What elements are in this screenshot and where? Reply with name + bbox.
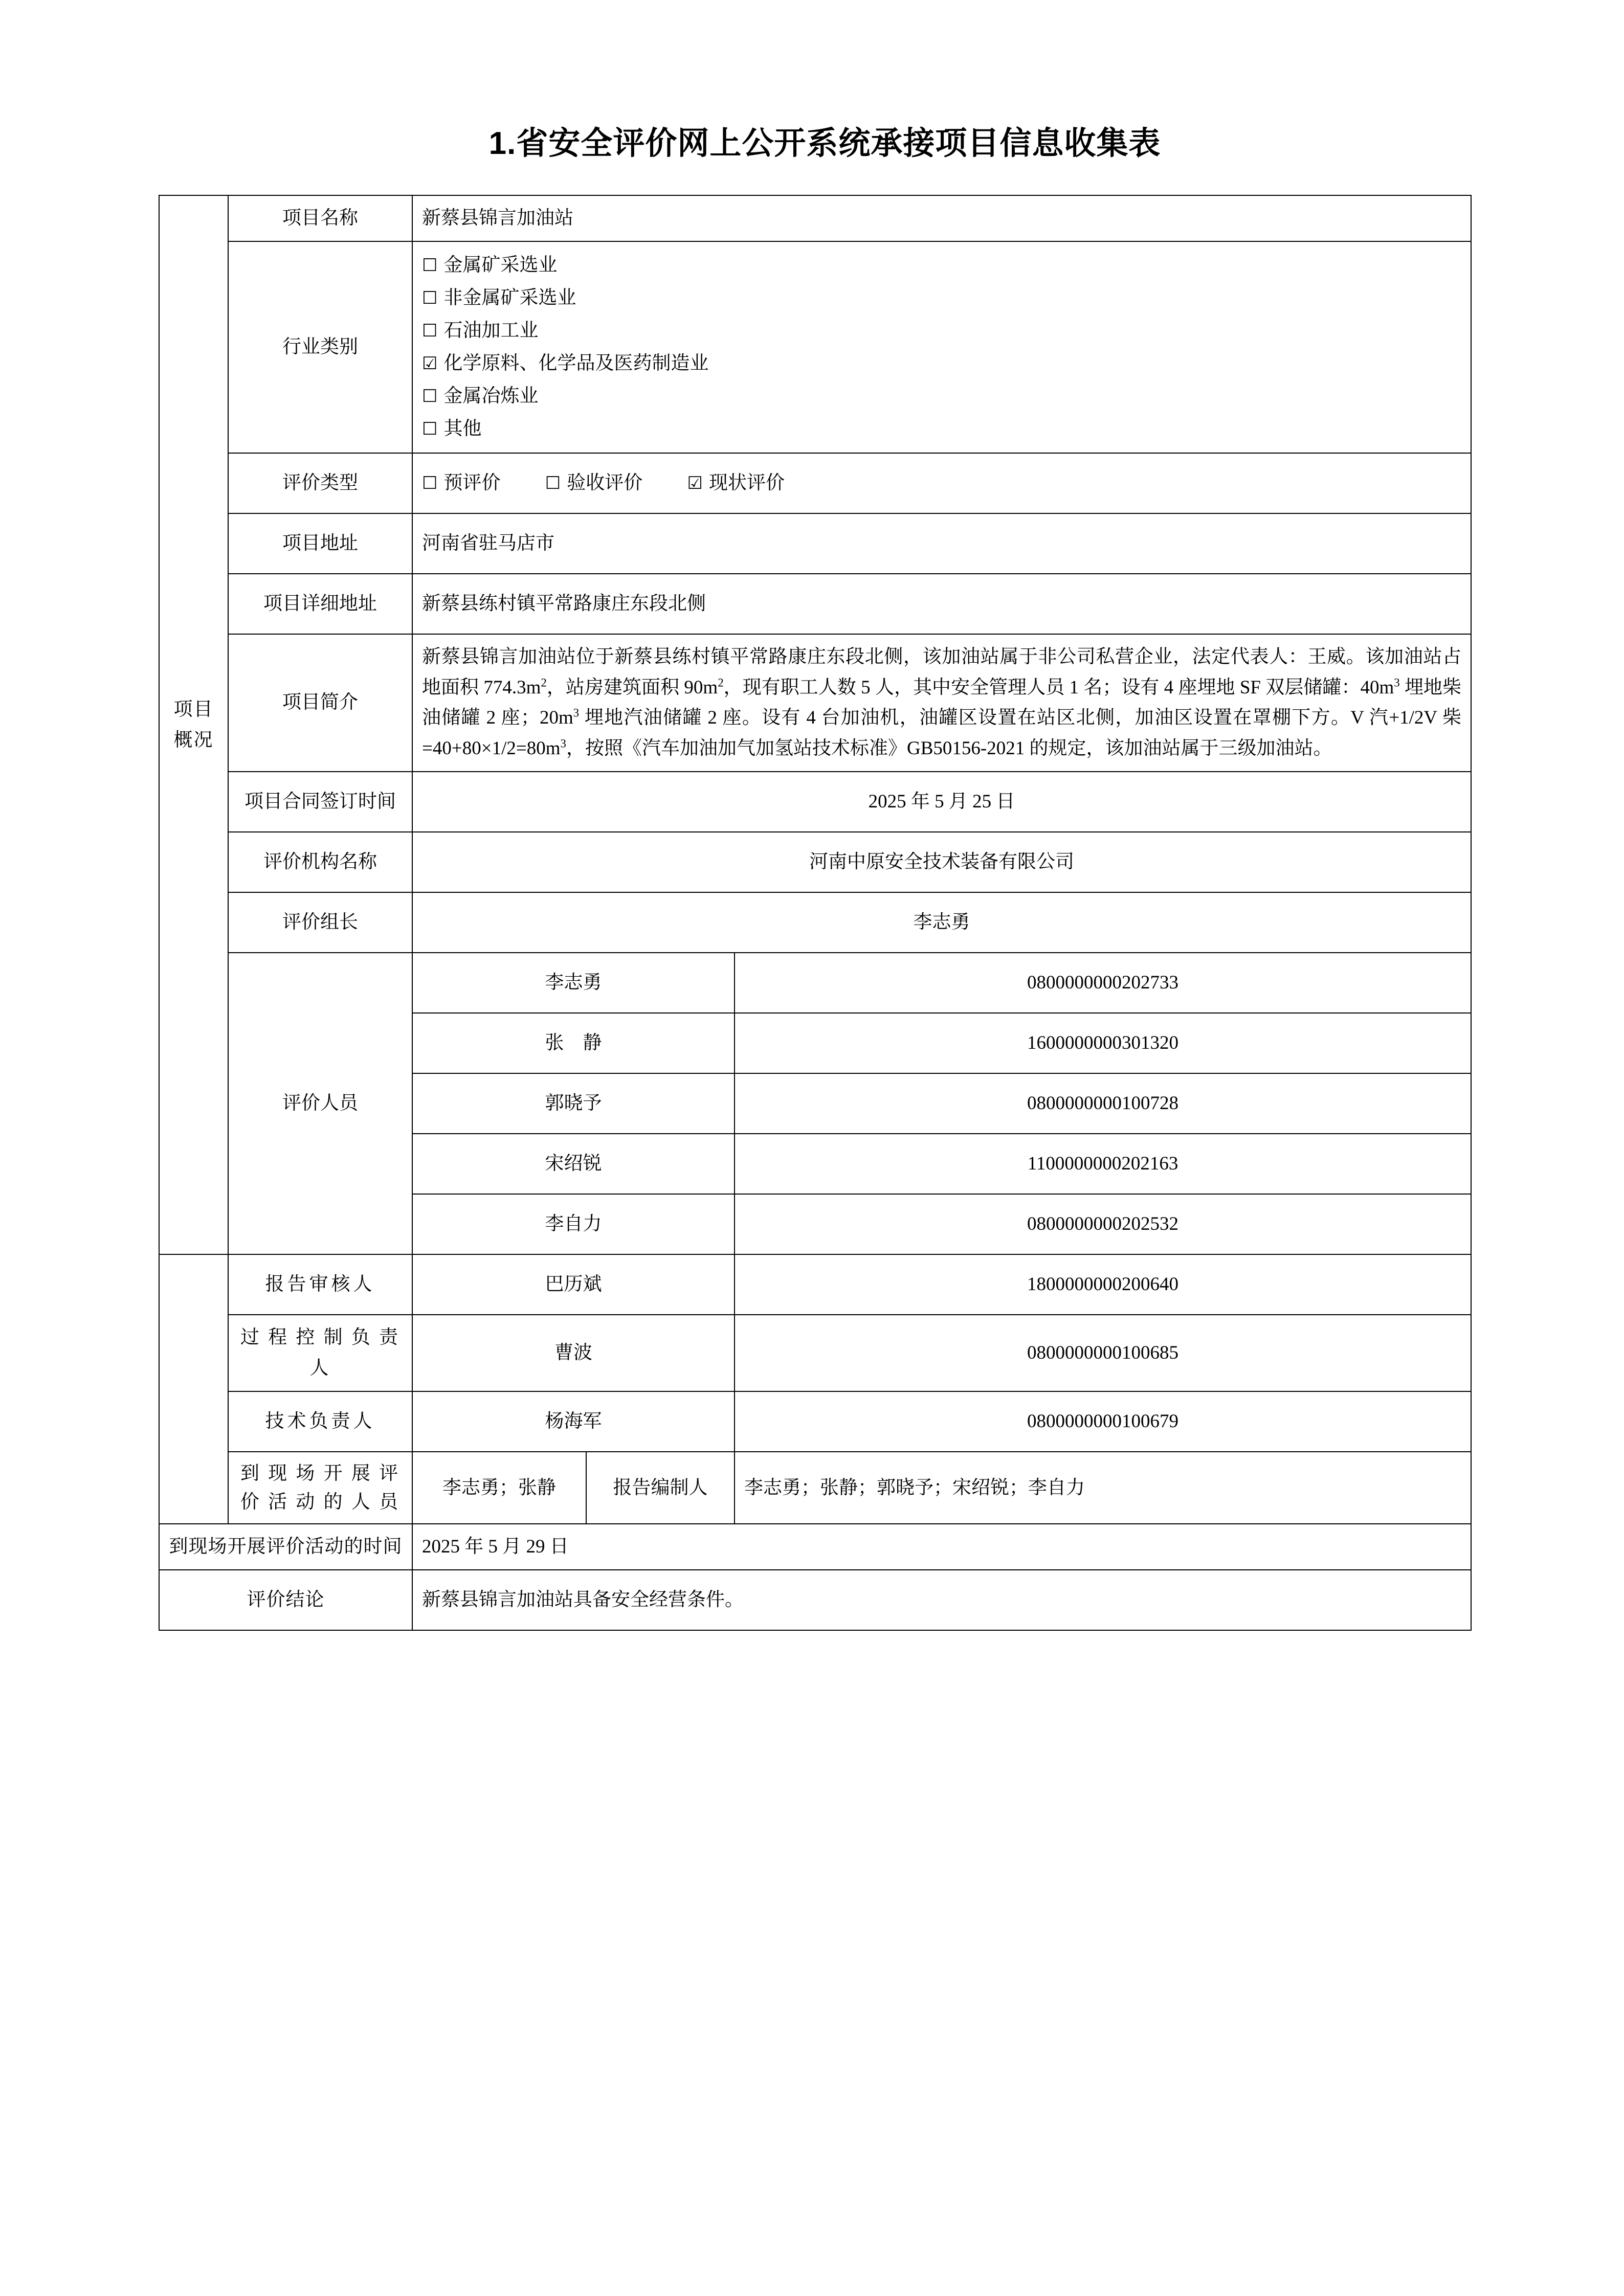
staff-cert: 0800000000202733 xyxy=(735,953,1471,1013)
table-row xyxy=(159,1452,1471,1524)
industry-option-label: 金属矿采选业 xyxy=(443,254,558,276)
value-contract-date: 2025 年 5 月 25 日 xyxy=(412,772,1471,832)
staff-name: 张 静 xyxy=(412,1013,735,1073)
eval-type-option-label: 现状评价 xyxy=(708,472,785,493)
table-row xyxy=(159,892,1471,953)
industry-option-label: 其他 xyxy=(443,418,482,439)
label-agency-name: 评价机构名称 xyxy=(228,832,412,892)
eval-type-option-2[interactable] xyxy=(687,468,784,499)
label-team-leader: 评价组长 xyxy=(228,892,412,953)
table-row xyxy=(159,1570,1471,1630)
industry-option-label: 金属冶炼业 xyxy=(443,385,539,407)
label-technical-lead: 技术负责人 xyxy=(228,1391,412,1452)
reviewer-name: 巴历斌 xyxy=(412,1254,735,1315)
label-project-name: 项目名称 xyxy=(228,195,412,241)
table-row xyxy=(159,1524,1471,1570)
value-report-author: 李志勇；张静；郭晓予；宋绍锐；李自力 xyxy=(735,1452,1471,1524)
checkbox-icon[interactable]: ☐ xyxy=(422,386,438,407)
value-project-name: 新蔡县锦言加油站 xyxy=(412,195,1471,241)
label-project-detail-address: 项目详细地址 xyxy=(228,574,412,634)
label-conclusion: 评价结论 xyxy=(159,1570,412,1630)
table-row xyxy=(159,453,1471,513)
section-label-project-overview: 项目概况 xyxy=(159,195,228,1254)
technical-lead-name: 杨海军 xyxy=(412,1391,735,1452)
industry-option-5[interactable] xyxy=(422,413,1461,445)
table-row xyxy=(159,1391,1471,1452)
checkbox-icon[interactable]: ☐ xyxy=(545,472,561,493)
label-project-address: 项目地址 xyxy=(228,513,412,574)
table-row xyxy=(159,1315,1471,1391)
label-contract-date: 项目合同签订时间 xyxy=(228,772,412,832)
process-control-name: 曹波 xyxy=(412,1315,735,1391)
technical-lead-cert: 0800000000100679 xyxy=(735,1391,1471,1452)
label-onsite-staff: 到 现 场 开 展 评 价 活 动 的 人 员 xyxy=(228,1452,412,1524)
industry-option-3[interactable] xyxy=(422,347,1461,380)
staff-cert: 0800000000202532 xyxy=(735,1194,1471,1254)
value-onsite-time: 2025 年 5 月 29 日 xyxy=(412,1524,1471,1570)
checkbox-checked-icon[interactable]: ☑ xyxy=(422,353,438,374)
industry-option-4[interactable] xyxy=(422,380,1461,413)
table-row xyxy=(159,574,1471,634)
eval-type-option-1[interactable] xyxy=(545,468,642,499)
staff-name: 李志勇 xyxy=(412,953,735,1013)
label-report-author: 报告编制人 xyxy=(586,1452,735,1524)
checkbox-icon[interactable]: ☐ xyxy=(422,320,438,341)
industry-option-label: 石油加工业 xyxy=(443,320,539,341)
checkbox-icon[interactable]: ☐ xyxy=(422,255,438,276)
eval-type-option-label: 验收评价 xyxy=(567,472,643,493)
industry-option-label: 化学原料、化学品及医药制造业 xyxy=(443,352,709,374)
process-control-cert: 0800000000100685 xyxy=(735,1315,1471,1391)
industry-option-0[interactable] xyxy=(422,249,1461,282)
checkbox-icon[interactable]: ☐ xyxy=(422,287,438,308)
value-project-intro: 新蔡县锦言加油站位于新蔡县练村镇平常路康庄东段北侧，该加油站属于非公司私营企业，法定代表人：王威。该加油站占地面积 $774.3m^2$，站房建筑面积 $90m^2$，现有职工人数 5 人，其中安全管理人员 1 名；设有 4 座埋地 SF 双层储罐：$40m^3$ 埋地柴油储罐 2 座；$20m^3$ 埋地汽油储罐 2 座。设有 4 台加油机，油罐区设置在站区北侧，加油区设置在罩棚下方。V 汽+1/2V 柴$=40+80\times 1/2=80m^3$，按照《汽车加油加气加氢站技术标准》GB50156-2021 的规定，该加油站属于三级加油站。 xyxy=(412,634,1471,772)
table-row xyxy=(159,513,1471,574)
industry-option-2[interactable] xyxy=(422,314,1461,347)
table-row xyxy=(159,195,1471,241)
label-evaluation-type: 评价类型 xyxy=(228,453,412,513)
value-project-detail-address: 新蔡县练村镇平常路康庄东段北侧 xyxy=(412,574,1471,634)
value-team-leader: 李志勇 xyxy=(412,892,1471,953)
table-row xyxy=(159,832,1471,892)
table-row xyxy=(159,1254,1471,1315)
label-project-intro: 项目简介 xyxy=(228,634,412,772)
value-agency-name: 河南中原安全技术装备有限公司 xyxy=(412,832,1471,892)
value-project-address: 河南省驻马店市 xyxy=(412,513,1471,574)
label-reviewer: 报告审核人 xyxy=(228,1254,412,1315)
checkbox-icon[interactable]: ☐ xyxy=(422,418,438,439)
label-process-control: 过 程 控 制 负 责 人 xyxy=(228,1315,412,1391)
value-onsite-staff: 李志勇；张静 xyxy=(412,1452,586,1524)
staff-name: 李自力 xyxy=(412,1194,735,1254)
table-row xyxy=(159,634,1471,772)
staff-cert: 0800000000100728 xyxy=(735,1073,1471,1134)
table-row xyxy=(159,953,1471,1013)
table-row xyxy=(159,772,1471,832)
staff-name: 郭晓予 xyxy=(412,1073,735,1134)
staff-name: 宋绍锐 xyxy=(412,1134,735,1194)
table-row xyxy=(159,241,1471,453)
eval-type-option-label: 预评价 xyxy=(443,472,501,493)
value-conclusion: 新蔡县锦言加油站具备安全经营条件。 xyxy=(412,1570,1471,1630)
eval-type-option-0[interactable] xyxy=(422,468,500,499)
industry-option-1[interactable] xyxy=(422,282,1461,314)
label-staff: 评价人员 xyxy=(228,953,412,1254)
checkbox-icon[interactable]: ☐ xyxy=(422,472,438,493)
staff-cert: 1100000000202163 xyxy=(735,1134,1471,1194)
label-onsite-time: 到现场开展评价活动的时间 xyxy=(159,1524,412,1570)
reviewer-cert: 1800000000200640 xyxy=(735,1254,1471,1315)
industry-checkbox-group[interactable] xyxy=(412,241,1471,453)
page-title: 1.省安全评价网上公开系统承接项目信息收集表 xyxy=(488,126,1161,161)
checkbox-checked-icon[interactable]: ☑ xyxy=(687,472,703,493)
section-label-spacer xyxy=(159,1254,228,1524)
label-industry-category: 行业类别 xyxy=(228,241,412,453)
industry-option-label: 非金属矿采选业 xyxy=(443,287,576,308)
project-info-table xyxy=(159,195,1472,1631)
evaluation-type-checkbox-group[interactable] xyxy=(412,453,1471,513)
staff-cert: 1600000000301320 xyxy=(735,1013,1471,1073)
